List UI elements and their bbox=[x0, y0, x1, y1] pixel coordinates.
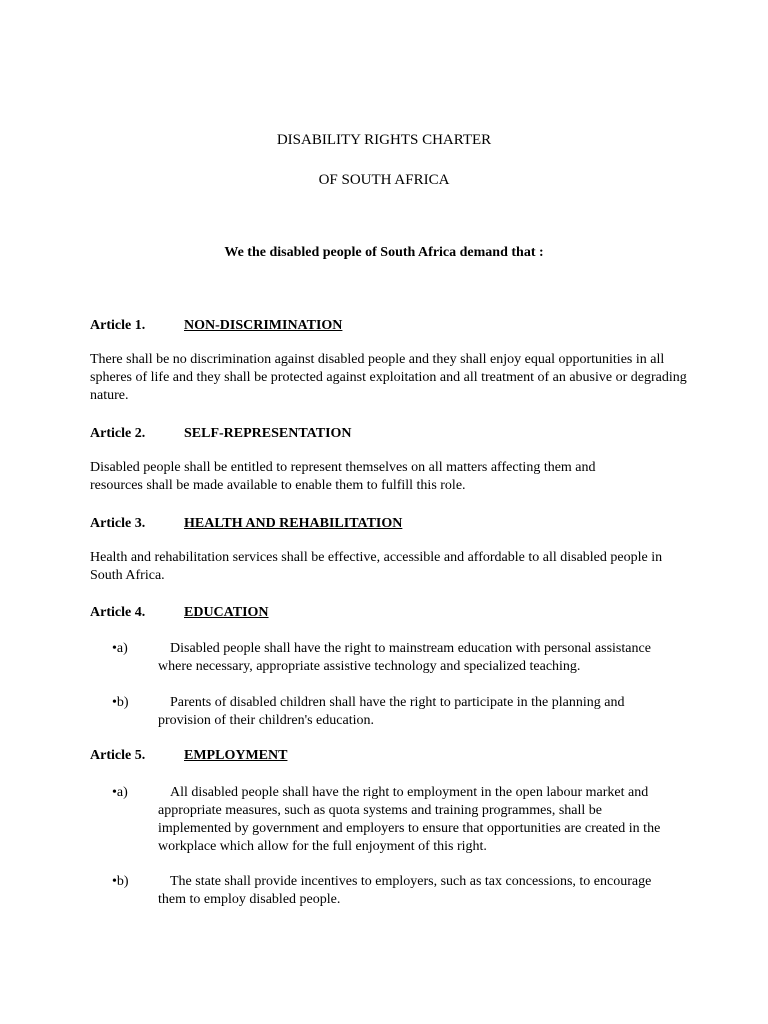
article-5-heading: EMPLOYMENT bbox=[184, 748, 288, 763]
article-1-number: Article 1. bbox=[90, 318, 146, 333]
article-3-text: Health and rehabilitation services shall be effective, accessible and affordable to all disabled people in South Africa. bbox=[90, 550, 663, 583]
article-4-item-a bbox=[112, 640, 687, 676]
article-4-heading: EDUCATION bbox=[184, 605, 269, 620]
article-4-number: Article 4. bbox=[90, 605, 146, 620]
article-3-number: Article 3. bbox=[90, 516, 146, 531]
article-5-item-a-marker: •a) bbox=[112, 785, 128, 800]
article-4-item-b-text: Parents of disabled children shall have the right to participate in the planning and provision of their children's education. bbox=[158, 695, 625, 728]
demand-statement: We the disabled people of South Africa demand that : bbox=[224, 245, 544, 260]
article-4-item-a-text: Disabled people shall have the right to mainstream education with personal assistance where necessary, appropriate assistive technology and specialized teaching. bbox=[158, 641, 651, 674]
article-2-heading: SELF-REPRESENTATION bbox=[184, 426, 352, 441]
article-5-number: Article 5. bbox=[90, 748, 146, 763]
article-5-item-b-marker: •b) bbox=[112, 874, 129, 889]
article-4-item-b-marker: •b) bbox=[112, 695, 129, 710]
article-4-item-a-marker: •a) bbox=[112, 641, 128, 656]
article-2-text: Disabled people shall be entitled to represent themselves on all matters affecting them and resources shall be made available to enable them to fulfill this role. bbox=[90, 460, 596, 493]
article-5-item-b bbox=[112, 873, 652, 909]
charter-title: DISABILITY RIGHTS CHARTER bbox=[276, 132, 492, 148]
article-5-item-a bbox=[112, 784, 667, 856]
article-5-item-b-text: The state shall provide incentives to employers, such as tax concessions, to encourage them to employ disabled people. bbox=[158, 874, 652, 907]
article-1-heading: NON-DISCRIMINATION bbox=[184, 318, 343, 333]
charter-subtitle: OF SOUTH AFRICA bbox=[318, 172, 450, 188]
article-4-item-b bbox=[112, 694, 672, 730]
article-3-heading: HEALTH AND REHABILITATION bbox=[184, 516, 403, 531]
article-1-text: There shall be no discrimination against disabled people and they shall enjoy equal opportunities in all spheres of life and they shall be protected against exploitation and all treatment of an abusive or degrading nature. bbox=[90, 352, 687, 403]
article-2-number: Article 2. bbox=[90, 426, 146, 441]
article-5-item-a-text: All disabled people shall have the right to employment in the open labour market and appropriate measures, such as quota systems and training programmes, shall be implemented by government and employers to ensure that opportunities are created in the workplace which allow for the full enjoyment of this right. bbox=[158, 785, 661, 854]
